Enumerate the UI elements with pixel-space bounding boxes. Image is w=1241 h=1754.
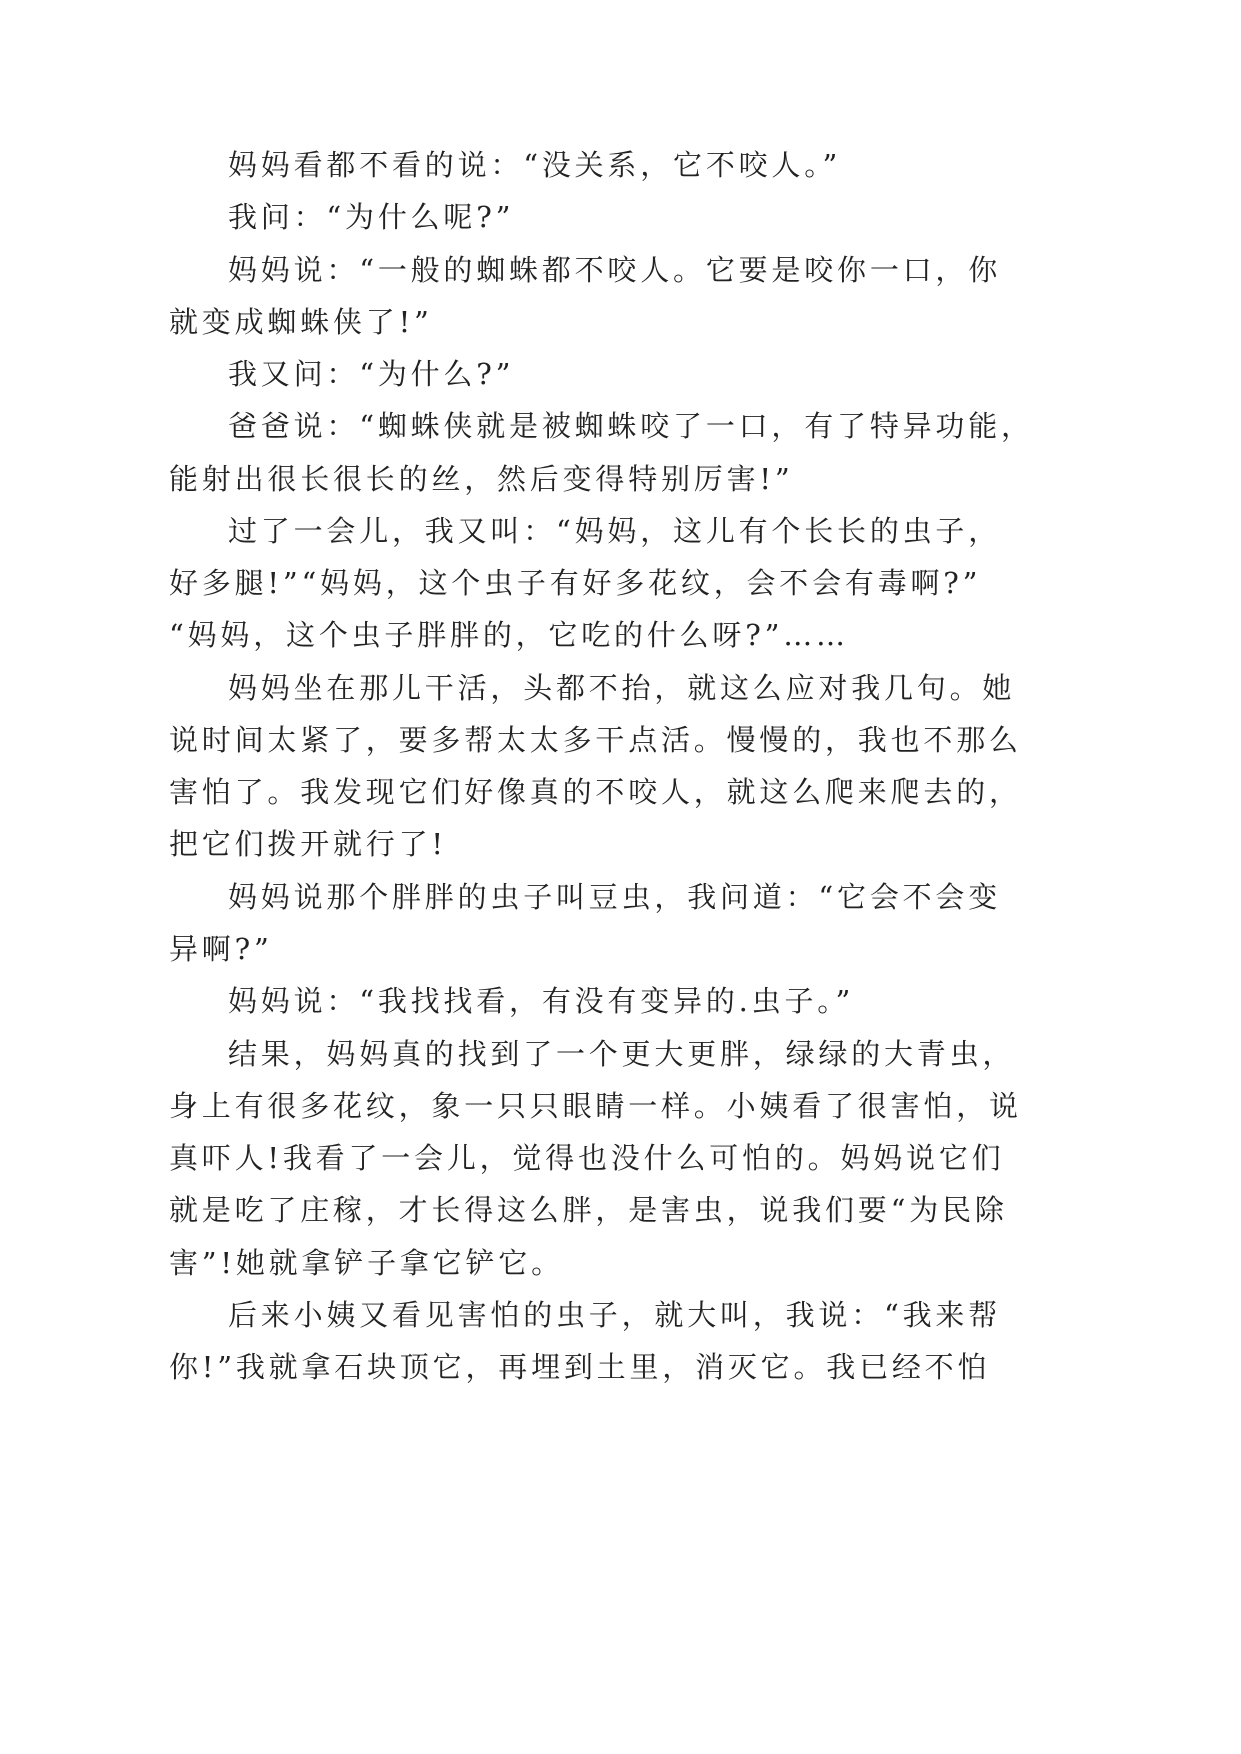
text-line: 说时间太紧了，要多帮太太多干点活。慢慢的，我也不那么 — [169, 723, 1022, 757]
text-line: 我问：“为什么呢?” — [228, 200, 515, 234]
text-line: 你!”我就拿石块顶它，再埋到土里，消灭它。我已经不怕 — [169, 1350, 991, 1384]
text-line: 真吓人!我看了一会儿，觉得也没什么可怕的。妈妈说它们 — [169, 1141, 1005, 1175]
text-line: 爸爸说：“蜘蛛侠就是被蜘蛛咬了一口，有了特异功能， — [228, 409, 1034, 443]
text-line: 妈妈看都不看的说：“没关系，它不咬人。” — [228, 148, 842, 182]
text-line: 害怕了。我发现它们好像真的不咬人，就这么爬来爬去的， — [169, 775, 1022, 809]
text-line: 妈妈说：“我找找看，有没有变异的.虫子。” — [228, 984, 855, 1018]
text-line: 妈妈说：“一般的蜘蛛都不咬人。它要是咬你一口，你 — [228, 253, 1002, 287]
text-line: 我又问：“为什么?” — [228, 357, 515, 391]
text-line: 把它们拨开就行了! — [169, 827, 447, 861]
text-line: 就是吃了庄稼，才长得这么胖，是害虫，说我们要“为民除 — [169, 1193, 1008, 1227]
text-line: 就变成蜘蛛侠了!” — [169, 305, 433, 339]
text-line: 异啊?” — [169, 932, 273, 966]
text-line: 妈妈说那个胖胖的虫子叫豆虫，我问道：“它会不会变 — [228, 880, 1002, 914]
text-line: 过了一会儿，我又叫：“妈妈，这儿有个长长的虫子， — [228, 514, 1002, 548]
text-line: 身上有很多花纹，象一只只眼睛一样。小姨看了很害怕，说 — [169, 1089, 1022, 1123]
text-line: 能射出很长很长的丝，然后变得特别厉害!” — [169, 462, 794, 496]
text-line: 害”!她就拿铲子拿它铲它。 — [169, 1246, 564, 1280]
text-line: 结果，妈妈真的找到了一个更大更胖，绿绿的大青虫， — [228, 1037, 1016, 1071]
text-line: 好多腿!”“妈妈，这个虫子有好多花纹，会不会有毒啊?” — [169, 566, 982, 600]
text-line: 妈妈坐在那儿干活，头都不抬，就这么应对我几句。她 — [228, 671, 1016, 705]
text-line: “妈妈，这个虫子胖胖的，它吃的什么呀?”…… — [169, 618, 849, 652]
text-line: 后来小姨又看见害怕的虫子，就大叫，我说：“我来帮 — [228, 1298, 1002, 1332]
